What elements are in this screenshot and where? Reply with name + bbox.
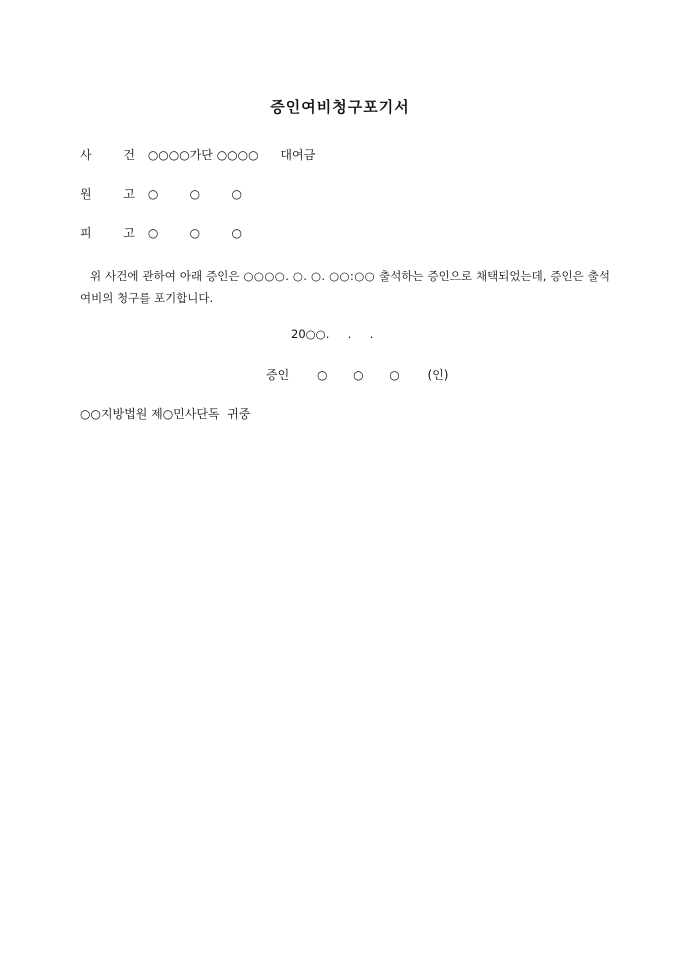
witness-signature-line	[266, 366, 448, 383]
plaintiff-name-char: ○	[231, 187, 242, 201]
defendant-name-char: ○	[147, 226, 159, 240]
plaintiff-name-char: ○	[147, 187, 159, 201]
body-paragraph: 위 사건에 관하여 아래 증인은 ○○○○. ○. ○. ○○:○○ 출석하는 증인으로 채택되었는데, 증인은 출석여비의 청구를 포기합니다.	[80, 269, 610, 305]
defendant-row	[80, 224, 269, 241]
seal-mark: (인)	[427, 368, 449, 382]
witness-label: 증인	[266, 368, 290, 382]
document-title: 증인여비청구포기서	[270, 98, 410, 116]
plaintiff-label: 원 고	[80, 187, 149, 201]
witness-name: ○ ○ ○	[317, 368, 406, 382]
plaintiff-row	[80, 185, 269, 202]
date-line: 20○○. . .	[291, 327, 374, 341]
court-addressee: ○○지방법원 제○민사단독 귀중	[80, 407, 251, 421]
defendant-name-char: ○	[231, 226, 242, 240]
defendant-name-char: ○	[189, 226, 201, 240]
case-label: 사 건	[80, 148, 149, 162]
plaintiff-name-char: ○	[189, 187, 201, 201]
defendant-label: 피 고	[80, 226, 149, 240]
case-row	[80, 146, 325, 163]
case-name: 대여금	[280, 148, 316, 162]
case-number: ○○○○가단 ○○○○	[147, 148, 259, 162]
